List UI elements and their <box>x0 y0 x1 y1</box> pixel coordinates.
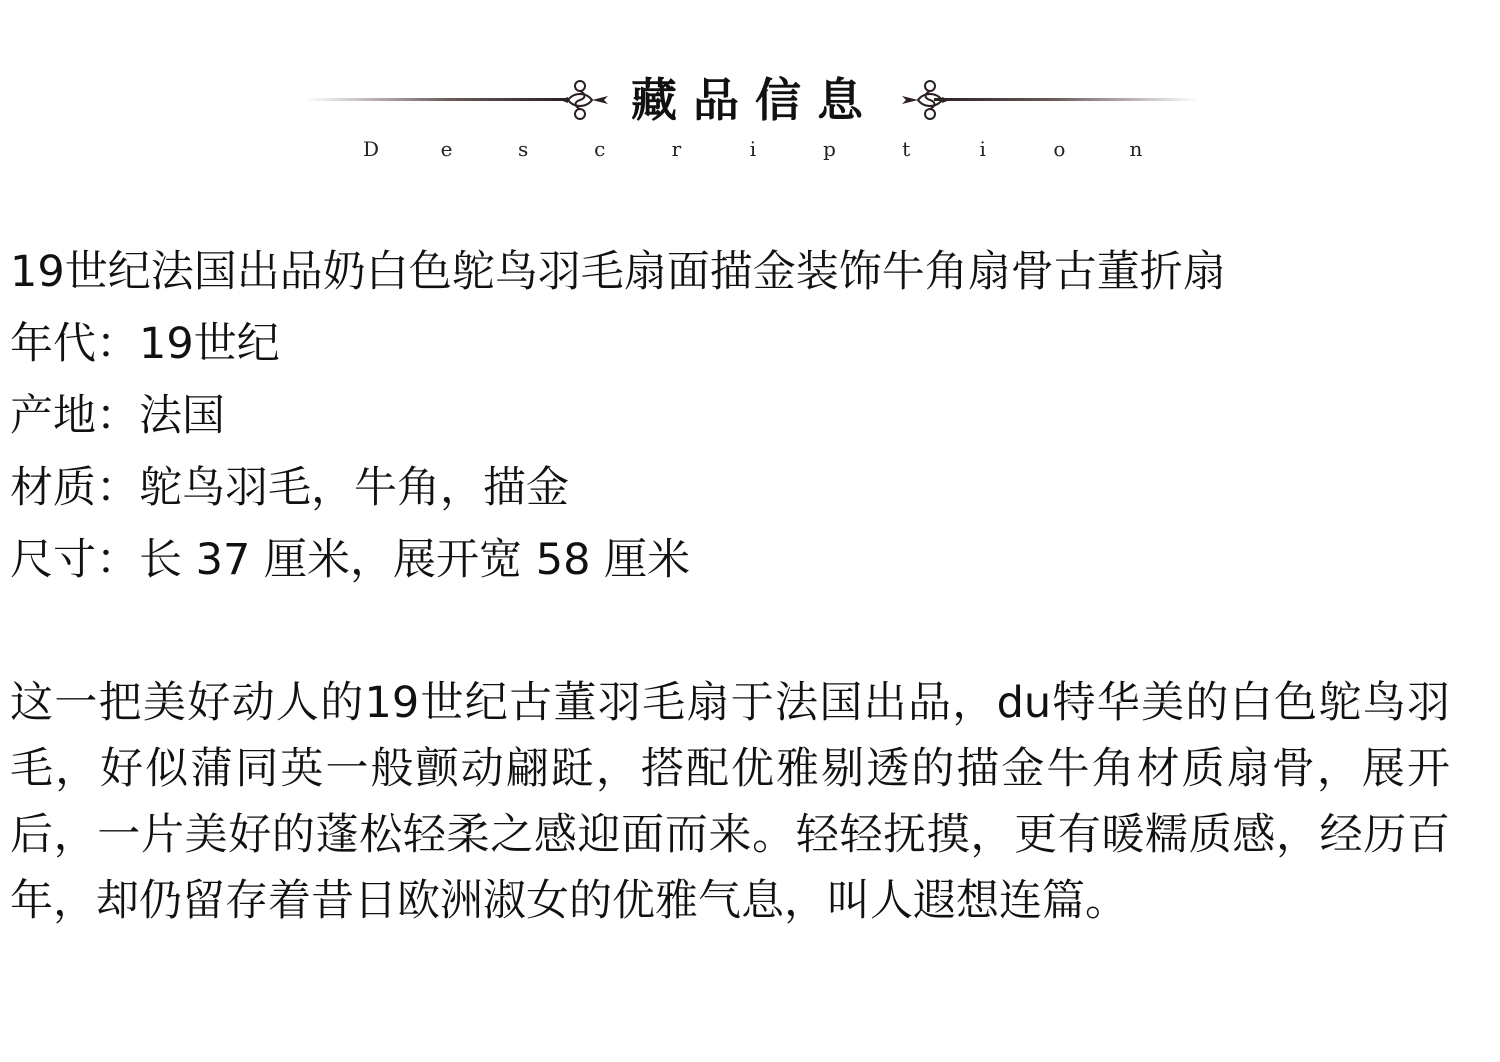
subtitle-letter: D <box>363 137 380 161</box>
collection-info-list <box>10 236 1490 596</box>
header-divider-right <box>934 98 1198 101</box>
item-origin: 产地：法国 <box>10 391 225 441</box>
subtitle-letter: p <box>823 137 836 161</box>
subtitle-letter: c <box>594 137 606 161</box>
subtitle-letter: o <box>1053 137 1066 161</box>
flourish-ornament-icon <box>556 74 610 126</box>
subtitle-letter: e <box>440 137 453 161</box>
subtitle-letter: n <box>1129 137 1143 161</box>
item-material: 材质：鸵鸟羽毛，牛角，描金 <box>10 463 569 513</box>
item-era: 年代：19世纪 <box>10 319 280 369</box>
subtitle-letter: i <box>979 137 986 161</box>
header-divider-left <box>306 98 568 101</box>
subtitle-letter: t <box>902 137 911 161</box>
subtitle-letter: i <box>749 137 757 161</box>
item-name: 19世纪法国出品奶白色鸵鸟羽毛扇面描金装饰牛角扇骨古董折扇 <box>10 247 1226 297</box>
item-description: 这一把美好动人的19世纪古董羽毛扇于法国出品，du特华美的白色鸵鸟羽毛，好似蒲同英一般颤动翩跹，搭配优雅剔透的描金牛角材质扇骨，展开后，一片美好的蓬松轻柔之感迎面而来。轻轻抚摸，更有暖糯质感，经历百年，却仍留存着昔日欧洲淑女的优雅气息，叫人遐想连篇。 <box>10 678 1450 926</box>
item-size: 尺寸：长 37 厘米，展开宽 58 厘米 <box>10 535 691 585</box>
subtitle-letter: s <box>518 137 529 161</box>
subtitle-letter: r <box>671 137 682 161</box>
section-subtitle <box>363 136 1143 162</box>
section-title: 藏品信息 <box>631 73 879 127</box>
section-header <box>0 0 1500 180</box>
